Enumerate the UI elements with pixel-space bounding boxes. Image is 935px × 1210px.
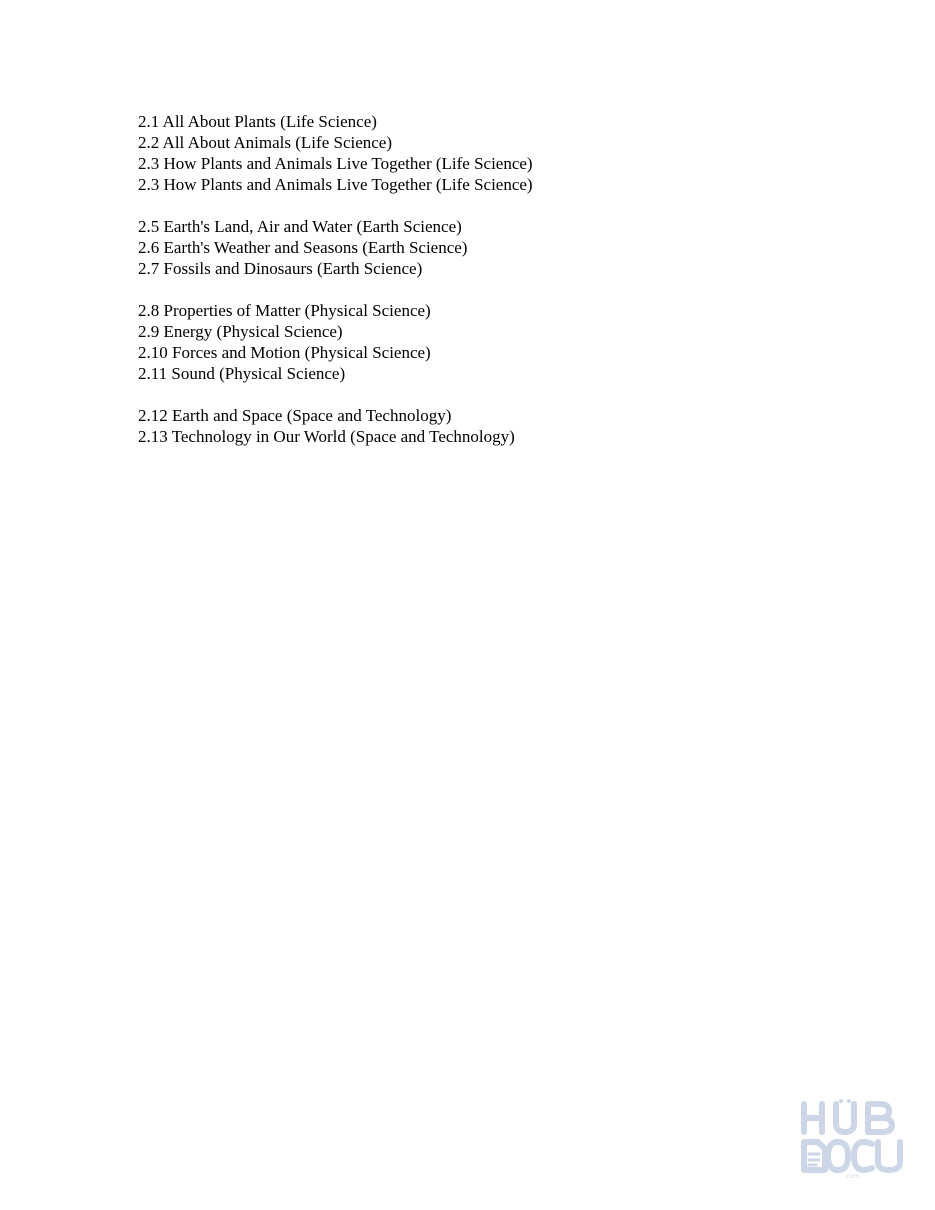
topic-line: 2.11 Sound (Physical Science) [138,364,346,383]
earth-science-group [138,216,533,279]
topic-line: 2.3 How Plants and Animals Live Together (Life Science) [138,154,533,173]
topic-line: 2.8 Properties of Matter (Physical Science) [138,301,431,320]
topic-line: 2.3 How Plants and Animals Live Together (Life Science) [138,175,533,194]
topic-list [138,111,533,468]
topic-line: 2.9 Energy (Physical Science) [138,322,343,341]
hubdocu-logo [798,1098,906,1180]
topic-line: 2.6 Earth's Weather and Seasons (Earth Science) [138,238,468,257]
topic-line: 2.7 Fossils and Dinosaurs (Earth Science) [138,259,423,278]
topic-line: 2.13 Technology in Our World (Space and Technology) [138,427,515,446]
topic-line: 2.12 Earth and Space (Space and Technology) [138,406,452,425]
svg-text:.com: .com [844,1173,860,1180]
physical-science-group [138,300,533,384]
topic-line: 2.1 All About Plants (Life Science) [138,112,377,131]
topic-line: 2.10 Forces and Motion (Physical Science) [138,343,431,362]
topic-line: 2.5 Earth's Land, Air and Water (Earth Science) [138,217,462,236]
life-science-group [138,111,533,195]
space-technology-group [138,405,533,447]
topic-line: 2.2 All About Animals (Life Science) [138,133,393,152]
